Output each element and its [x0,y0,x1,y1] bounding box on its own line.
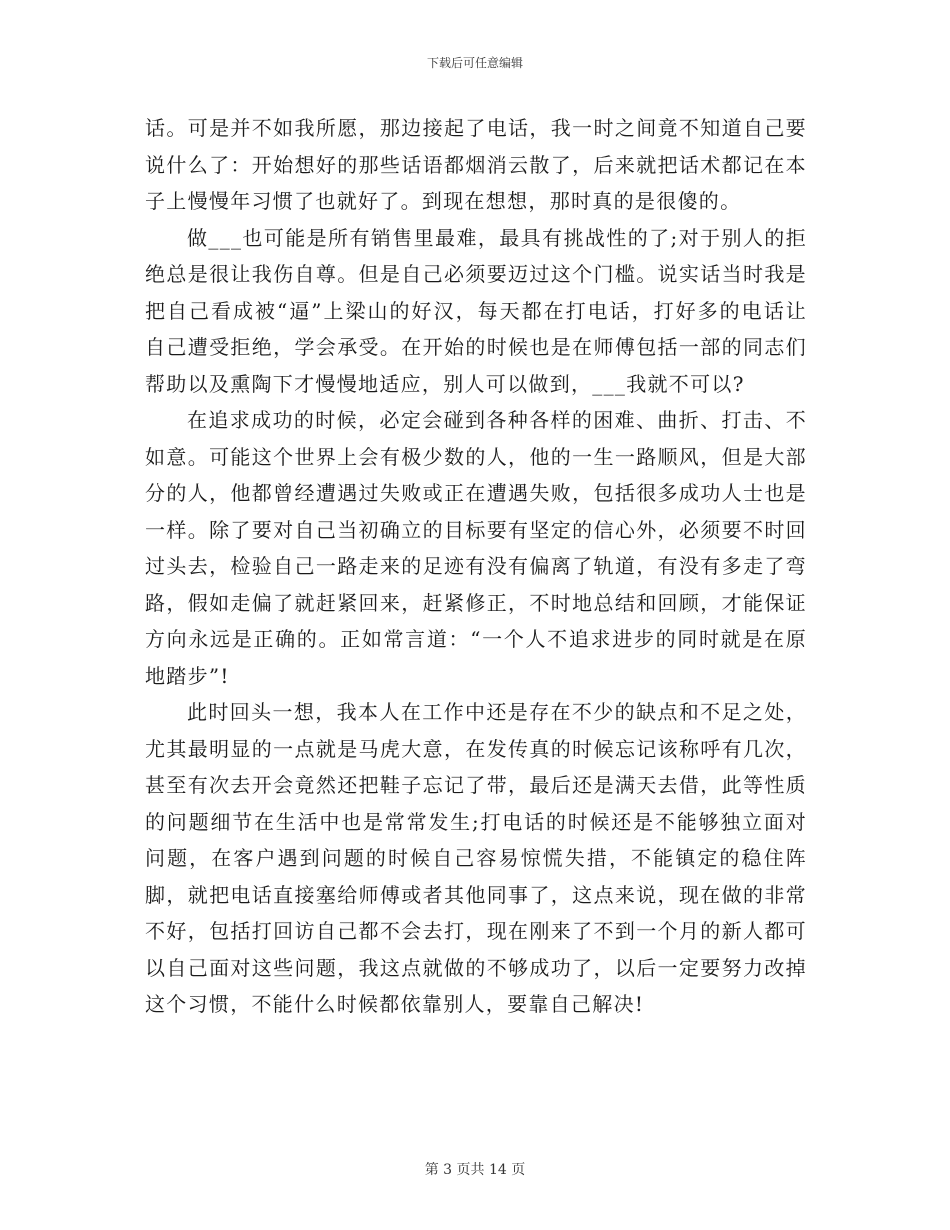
page-header: 下载后可任意编辑 [426,56,523,70]
document-body [145,110,807,1023]
page-footer: 第 3 页共 14 页 [424,1162,526,1178]
paragraph-1: 话。可是并不如我所愿，那边接起了电话，我一时之间竟不知道自己要说什么了：开始想好的那些话语都烟消云散了，后来就把话术都记在本子上慢慢年习惯了也就好了。到现在想想，那时真的是很傻的。 [145,116,807,213]
paragraph-4: 此时回头一想，我本人在工作中还是存在不少的缺点和不足之处，尤其最明显的一点就是马虎大意，在发传真的时候忘记该称呼有几次，甚至有次去开会竟然还把鞋子忘记了带，最后还是满天去借，此等性质的问题细节在生活中也是常常发生;打电话的时候还是不能够独立面对问题，在客户遇到问题的时候自己容易惊慌失措，不能镇定的稳住阵脚，就把电话直接塞给师傅或者其他同事了，这点来说，现在做的非常不好，包括打回访自己都不会去打，现在刚来了不到一个月的新人都可以自己面对这些问题，我这点就做的不够成功了，以后一定要努力改掉这个习惯，不能什么时候都依靠别人，要靠自己解决! [145,700,807,1016]
paragraph-3: 在追求成功的时候，必定会碰到各种各样的困难、曲折、打击、不如意。可能这个世界上会有极少数的人，他的一生一路顺风，但是大部分的人，他都曾经遭遇过失败或正在遭遇失败，包括很多成功人士也是一样。除了要对自己当初确立的目标要有坚定的信心外，必须要不时回过头去，检验自己一路走来的足迹有没有偏离了轨道，有没有多走了弯路，假如走偏了就赶紧回来，赶紧修正，不时地总结和回顾，才能保证方向永远是正确的。正如常言道：“一个人不追求进步的同时就是在原地踏步”! [145,408,807,688]
paragraph-2: 做___也可能是所有销售里最难，最具有挑战性的了;对于别人的拒绝总是很让我伤自尊。但是自己必须要迈过这个门槛。说实话当时我是把自己看成被“逼”上梁山的好汉，每天都在打电话，打好多的电话让自己遭受拒绝，学会承受。在开始的时候也是在师傅包括一部的同志们帮助以及熏陶下才慢慢地适应，别人可以做到，___我就不可以? [145,225,807,396]
